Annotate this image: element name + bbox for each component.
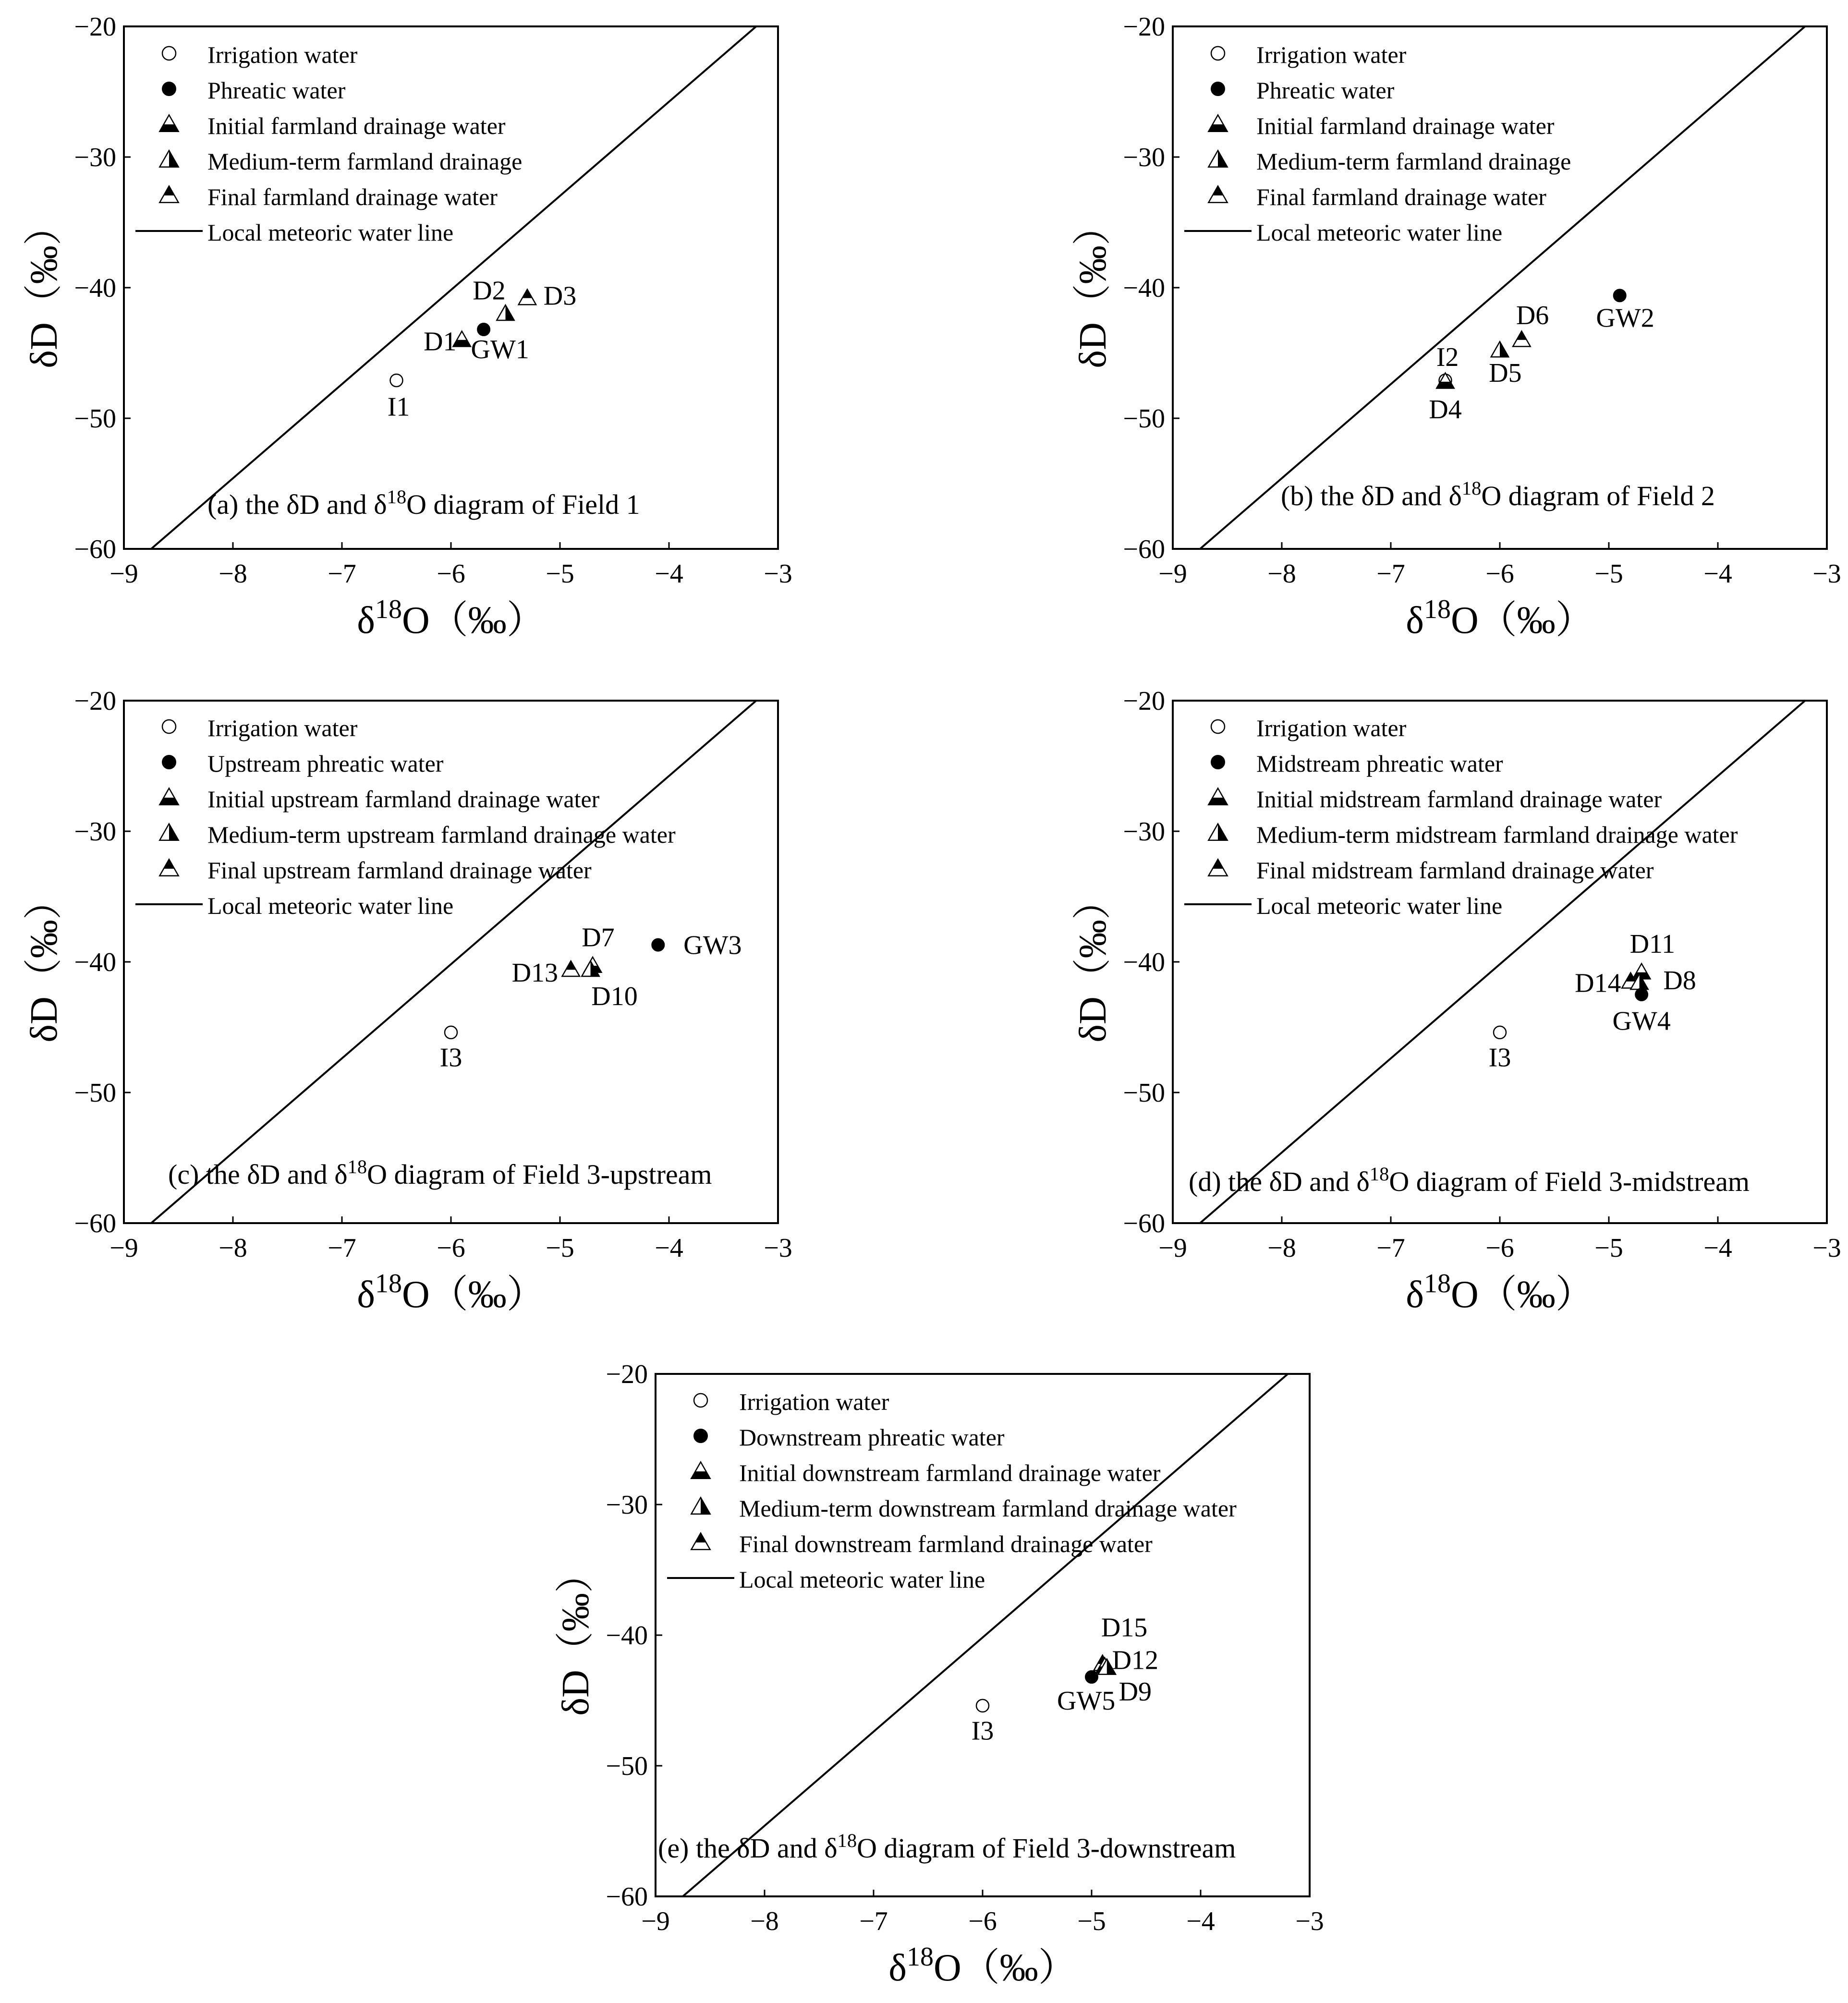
point-label-gw1: GW1 bbox=[471, 334, 529, 364]
x-tick-label: −9 bbox=[641, 1906, 670, 1936]
x-tick-label: −5 bbox=[546, 1233, 574, 1263]
y-tick-label: −20 bbox=[74, 686, 116, 716]
x-tick-label: −4 bbox=[1186, 1906, 1215, 1936]
legend-marker bbox=[1208, 824, 1227, 840]
y-tick-label: −60 bbox=[606, 1882, 648, 1912]
y-tick-label: −40 bbox=[1123, 947, 1165, 977]
y-tick-label: −30 bbox=[1123, 817, 1165, 847]
point-label-d8: D8 bbox=[1663, 966, 1696, 996]
chart-panel-d bbox=[1072, 686, 1841, 1316]
legend-label: Local meteoric water line bbox=[1256, 892, 1503, 919]
x-tick-label: −3 bbox=[1295, 1906, 1324, 1936]
legend-marker bbox=[159, 859, 178, 875]
point-label-d15: D15 bbox=[1101, 1613, 1148, 1643]
x-tick-label: −8 bbox=[1267, 1233, 1296, 1263]
legend bbox=[135, 715, 676, 919]
legend-label: Final downstream farmland drainage water bbox=[739, 1530, 1153, 1557]
legend-marker bbox=[159, 824, 178, 840]
y-tick-label: −50 bbox=[74, 404, 116, 434]
y-axis-title: δD（‰） bbox=[23, 207, 65, 368]
legend-marker bbox=[691, 1462, 710, 1478]
legend-label: Phreatic water bbox=[207, 77, 346, 104]
legend-marker bbox=[1208, 859, 1227, 875]
y-tick-label: −60 bbox=[1123, 1209, 1165, 1238]
legend-label: Downstream phreatic water bbox=[739, 1424, 1005, 1451]
data-point-d5 bbox=[1491, 341, 1508, 357]
legend-label: Local meteoric water line bbox=[207, 892, 454, 919]
y-axis-title: δD（‰） bbox=[1072, 881, 1114, 1043]
x-tick-label: −9 bbox=[109, 1233, 138, 1263]
point-label-d9: D9 bbox=[1119, 1677, 1152, 1707]
plot-frame bbox=[1173, 26, 1827, 549]
plot-frame bbox=[124, 701, 778, 1223]
data-point-d11 bbox=[1633, 964, 1650, 979]
legend-marker bbox=[1211, 755, 1225, 769]
x-axis-title: $\delta^{18}O(‰)$ bbox=[1406, 595, 1594, 642]
legend-label: Irrigation water bbox=[1256, 715, 1407, 741]
x-tick-label: −3 bbox=[764, 559, 792, 589]
y-tick-label: −20 bbox=[1123, 12, 1165, 42]
legend-label: Local meteoric water line bbox=[1256, 219, 1503, 246]
y-tick-label: −20 bbox=[74, 12, 116, 42]
panel-caption: (b) the δD and $\delta^{18}O$ diagram of Field 2 bbox=[1281, 477, 1715, 511]
panel-caption: (e) the δD and $\delta^{18}O$ diagram of Field 3-downstream bbox=[658, 1829, 1236, 1864]
legend-marker bbox=[691, 1497, 710, 1514]
x-tick-label: −6 bbox=[437, 1233, 465, 1263]
y-tick-label: −20 bbox=[1123, 686, 1165, 716]
point-label-gw5: GW5 bbox=[1057, 1686, 1116, 1716]
point-label-d6: D6 bbox=[1516, 301, 1549, 331]
y-axis-title: δD（‰） bbox=[555, 1554, 597, 1716]
lmwl-line bbox=[151, 701, 756, 1223]
point-label-d7: D7 bbox=[582, 923, 615, 953]
y-axis-title: δD（‰） bbox=[1072, 207, 1114, 368]
x-axis-title: $\delta^{18}O(‰)$ bbox=[1406, 1269, 1594, 1316]
y-tick-label: −60 bbox=[74, 534, 116, 564]
point-label-d13: D13 bbox=[511, 958, 559, 988]
legend-label: Medium-term midstream farmland drainage water bbox=[1256, 821, 1738, 848]
panel-caption: (d) the δD and $\delta^{18}O$ diagram of Field 3-midstream bbox=[1189, 1163, 1750, 1197]
point-label-d5: D5 bbox=[1489, 358, 1522, 388]
y-tick-label: −30 bbox=[74, 143, 116, 172]
data-point-d2 bbox=[497, 305, 514, 320]
point-label-d14: D14 bbox=[1575, 968, 1621, 998]
lmwl-line bbox=[1200, 26, 1805, 549]
y-tick-label: −30 bbox=[1123, 143, 1165, 172]
x-axis-title: $\delta^{18}O(‰)$ bbox=[357, 595, 545, 642]
point-label-d12: D12 bbox=[1112, 1645, 1159, 1675]
x-tick-label: −5 bbox=[1077, 1906, 1106, 1936]
y-tick-label: −60 bbox=[74, 1209, 116, 1238]
point-label-d10: D10 bbox=[591, 981, 638, 1011]
y-tick-label: −30 bbox=[74, 817, 116, 847]
chart-panel-b bbox=[1072, 12, 1841, 642]
x-tick-label: −7 bbox=[859, 1906, 888, 1936]
legend-label: Phreatic water bbox=[1256, 77, 1395, 104]
legend-marker bbox=[1208, 150, 1227, 167]
x-tick-label: −5 bbox=[546, 559, 574, 589]
point-label-gw4: GW4 bbox=[1612, 1006, 1671, 1036]
point-label-d1: D1 bbox=[424, 327, 457, 357]
x-tick-label: −8 bbox=[750, 1906, 779, 1936]
x-tick-label: −7 bbox=[328, 1233, 356, 1263]
point-label-d11: D11 bbox=[1629, 929, 1675, 959]
legend-label: Medium-term downstream farmland drainage water bbox=[739, 1495, 1237, 1522]
chart-panel-c bbox=[23, 686, 792, 1316]
data-point-d6 bbox=[1513, 331, 1530, 347]
x-tick-label: −9 bbox=[1158, 559, 1187, 589]
y-tick-label: −40 bbox=[606, 1621, 648, 1651]
y-tick-label: −20 bbox=[606, 1360, 648, 1389]
x-axis-title: $\delta^{18}O(‰)$ bbox=[357, 1269, 545, 1316]
legend-marker bbox=[159, 150, 178, 167]
x-tick-label: −7 bbox=[1376, 1233, 1405, 1263]
legend-marker bbox=[1211, 82, 1225, 96]
legend-marker bbox=[162, 755, 176, 769]
legend-label: Medium-term farmland drainage bbox=[1256, 148, 1571, 175]
legend-label: Initial farmland drainage water bbox=[207, 112, 506, 139]
legend-marker bbox=[162, 82, 176, 96]
data-point-i3 bbox=[1494, 1026, 1506, 1039]
legend-marker bbox=[1211, 720, 1225, 733]
y-tick-label: −40 bbox=[74, 947, 116, 977]
point-label-gw2: GW2 bbox=[1596, 303, 1654, 333]
x-tick-label: −4 bbox=[655, 1233, 683, 1263]
legend-marker bbox=[1208, 186, 1227, 202]
point-label-d3: D3 bbox=[543, 281, 577, 311]
lmwl-line bbox=[683, 1374, 1288, 1896]
legend-marker bbox=[694, 1394, 707, 1407]
chart-panel-a bbox=[23, 12, 792, 642]
legend-marker bbox=[694, 1429, 707, 1443]
legend-label: Initial downstream farmland drainage water bbox=[739, 1459, 1161, 1486]
legend-marker bbox=[159, 186, 178, 202]
x-tick-label: −6 bbox=[968, 1906, 997, 1936]
data-point-gw3 bbox=[652, 939, 664, 951]
x-tick-label: −3 bbox=[1812, 559, 1841, 589]
legend-label: Irrigation water bbox=[1256, 41, 1407, 68]
data-point-gw1 bbox=[477, 323, 490, 336]
y-tick-label: −50 bbox=[606, 1751, 648, 1781]
x-tick-label: −8 bbox=[219, 559, 247, 589]
x-tick-label: −4 bbox=[1703, 559, 1732, 589]
x-tick-label: −4 bbox=[655, 559, 683, 589]
legend-marker bbox=[159, 115, 178, 131]
lmwl-line bbox=[151, 26, 756, 549]
legend-label: Final upstream farmland drainage water bbox=[207, 857, 592, 884]
legend-marker bbox=[162, 720, 176, 733]
legend-label: Medium-term upstream farmland drainage water bbox=[207, 821, 676, 848]
data-point-i3 bbox=[445, 1026, 457, 1039]
legend-label: Midstream phreatic water bbox=[1256, 750, 1503, 777]
point-label-i1: I1 bbox=[387, 392, 410, 422]
legend-label: Local meteoric water line bbox=[739, 1566, 985, 1593]
data-point-d3 bbox=[519, 290, 536, 305]
legend-marker bbox=[691, 1533, 710, 1549]
legend-label: Initial midstream farmland drainage water bbox=[1256, 786, 1662, 813]
point-label-gw3: GW3 bbox=[683, 930, 742, 960]
y-tick-label: −40 bbox=[1123, 273, 1165, 303]
y-tick-label: −50 bbox=[1123, 1078, 1165, 1108]
plot-frame bbox=[124, 26, 778, 549]
legend-label: Final farmland drainage water bbox=[207, 183, 498, 210]
data-point-i1 bbox=[390, 374, 403, 387]
x-tick-label: −7 bbox=[328, 559, 356, 589]
y-tick-label: −60 bbox=[1123, 534, 1165, 564]
x-tick-label: −9 bbox=[109, 559, 138, 589]
x-tick-label: −3 bbox=[1812, 1233, 1841, 1263]
legend bbox=[1184, 715, 1738, 919]
point-label-d4: D4 bbox=[1429, 395, 1462, 425]
legend bbox=[135, 41, 522, 246]
chart-panel-e bbox=[555, 1360, 1324, 1989]
legend-label: Final midstream farmland drainage water bbox=[1256, 857, 1654, 884]
y-axis-title: δD（‰） bbox=[23, 881, 65, 1043]
x-tick-label: −3 bbox=[764, 1233, 792, 1263]
plot-frame bbox=[656, 1374, 1310, 1896]
x-tick-label: −5 bbox=[1594, 559, 1623, 589]
point-label-i3: I3 bbox=[971, 1716, 994, 1746]
legend-label: Irrigation water bbox=[207, 41, 358, 68]
point-label-i3: I3 bbox=[1488, 1043, 1511, 1073]
data-point-i3 bbox=[976, 1700, 989, 1712]
point-label-i3: I3 bbox=[439, 1043, 462, 1073]
point-label-i2: I2 bbox=[1436, 342, 1459, 373]
plot-frame bbox=[1173, 701, 1827, 1223]
x-tick-label: −5 bbox=[1594, 1233, 1623, 1263]
x-tick-label: −8 bbox=[1267, 559, 1296, 589]
data-point-gw4 bbox=[1635, 988, 1648, 1001]
data-point-d13 bbox=[562, 961, 580, 976]
point-label-d2: D2 bbox=[473, 276, 506, 306]
legend-label: Final farmland drainage water bbox=[1256, 183, 1546, 210]
y-tick-label: −50 bbox=[74, 1078, 116, 1108]
lmwl-line bbox=[1200, 701, 1805, 1223]
x-tick-label: −6 bbox=[1485, 1233, 1514, 1263]
y-tick-label: −30 bbox=[606, 1490, 648, 1520]
legend bbox=[667, 1388, 1237, 1593]
y-tick-label: −40 bbox=[74, 273, 116, 303]
legend-marker bbox=[1211, 47, 1225, 60]
panel-caption: (a) the δD and $\delta^{18}O$ diagram of Field 1 bbox=[207, 486, 640, 520]
legend-label: Medium-term farmland drainage bbox=[207, 148, 523, 175]
legend-marker bbox=[159, 788, 178, 804]
legend-label: Initial farmland drainage water bbox=[1256, 112, 1555, 139]
legend-label: Irrigation water bbox=[207, 715, 358, 741]
x-tick-label: −7 bbox=[1376, 559, 1405, 589]
x-tick-label: −8 bbox=[219, 1233, 247, 1263]
legend-label: Local meteoric water line bbox=[207, 219, 454, 246]
x-tick-label: −9 bbox=[1158, 1233, 1187, 1263]
y-tick-label: −50 bbox=[1123, 404, 1165, 434]
x-tick-label: −4 bbox=[1703, 1233, 1732, 1263]
x-axis-title: $\delta^{18}O(‰)$ bbox=[888, 1942, 1077, 1989]
x-tick-label: −6 bbox=[1485, 559, 1514, 589]
legend-label: Irrigation water bbox=[739, 1388, 889, 1415]
x-tick-label: −6 bbox=[437, 559, 465, 589]
data-point-gw2 bbox=[1614, 289, 1626, 302]
legend-marker bbox=[1208, 115, 1227, 131]
legend bbox=[1184, 41, 1571, 246]
legend-label: Initial upstream farmland drainage water bbox=[207, 786, 600, 813]
legend-label: Upstream phreatic water bbox=[207, 750, 444, 777]
legend-marker bbox=[162, 47, 176, 60]
panel-caption: (c) the δD and $\delta^{18}O$ diagram of Field 3-upstream bbox=[168, 1155, 712, 1190]
legend-marker bbox=[1208, 788, 1227, 804]
